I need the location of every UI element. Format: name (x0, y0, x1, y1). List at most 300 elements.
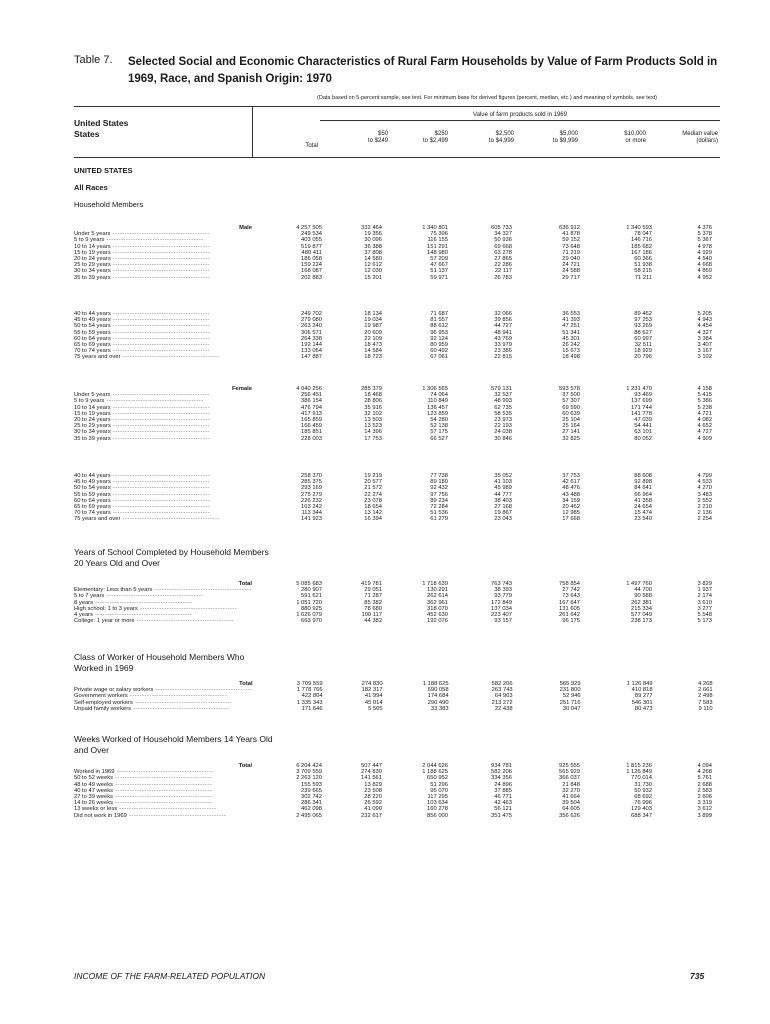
geography-label: United States States (74, 118, 129, 139)
cell-value: 23 386 (494, 348, 512, 355)
cell-value: 59 971 (430, 274, 448, 281)
cell-value: 97 253 (634, 317, 652, 324)
cell-value: 3 319 (697, 800, 712, 807)
data-table-group (74, 386, 712, 442)
cell-value: 306 571 (301, 329, 322, 336)
data-table-group (74, 473, 712, 523)
cell-value: 480 411 (301, 249, 322, 256)
cell-value: 226 232 (301, 497, 322, 504)
cell-value: 262 381 (631, 599, 652, 606)
cell-value: 48 941 (494, 329, 512, 336)
table-row (74, 275, 712, 281)
row-label: 65 to 69 years ---------------------------------------- (74, 342, 211, 349)
column-header: Median value (dollars) (682, 131, 718, 144)
cell-value: 192 076 (427, 618, 448, 625)
cell-value: 63 101 (634, 429, 652, 436)
cell-value: 2 210 (697, 504, 712, 511)
cell-value: 422 804 (301, 693, 323, 700)
cell-value: 1 340 801 (422, 225, 448, 231)
cell-value: 64 903 (494, 693, 513, 700)
cell-value: 93 157 (494, 618, 512, 625)
section-united-states: UNITED STATES (74, 166, 133, 175)
cell-value: 26 592 (364, 800, 382, 807)
cell-value: 39 504 (562, 800, 580, 807)
cell-value: 1 718 639 (422, 581, 448, 587)
row-label: 50 to 54 years ---------------------------------------- (74, 485, 211, 492)
row-label: High school: 1 to 3 years ---------------------------------------- (74, 605, 238, 612)
cell-value: 25 164 (562, 423, 580, 430)
cell-value: 23 540 (634, 516, 652, 523)
cell-value: 3 612 (697, 806, 712, 813)
cell-value: 34 159 (562, 497, 580, 504)
cell-value: 24 896 (494, 781, 512, 788)
row-label: 70 to 74 years ---------------------------------------- (74, 510, 211, 517)
cell-value: 34 327 (494, 231, 512, 238)
cell-value: 22 274 (364, 491, 382, 498)
cell-value: 71 219 (562, 249, 580, 256)
cell-value: 42 463 (494, 800, 512, 807)
cell-value: 1 340 593 (626, 225, 652, 231)
cell-value: 3 384 (697, 335, 712, 342)
cell-value: 66 527 (430, 435, 448, 442)
cell-value: 4 943 (697, 317, 712, 324)
cell-value: 688 347 (631, 812, 652, 819)
cell-value: 758 854 (559, 581, 580, 587)
cell-value: 770 014 (631, 775, 652, 782)
cell-value: 279 080 (301, 317, 322, 324)
row-label: 45 to 49 years ---------------------------------------- (74, 479, 211, 486)
cell-value: 137 034 (491, 605, 512, 612)
data-table-group (74, 581, 712, 624)
cell-value: 22 286 (494, 262, 512, 269)
cell-value: 4 978 (697, 243, 712, 250)
cell-value: 60 997 (634, 335, 652, 342)
cell-value: 171 646 (301, 705, 323, 712)
cell-value: 44 382 (364, 618, 382, 625)
row-label: 15 to 19 years ---------------------------------------- (74, 249, 211, 256)
cell-value: 21 848 (562, 781, 580, 788)
cell-value: 42 617 (562, 479, 580, 486)
row-label: Government workers ---------------------------------------- (74, 693, 228, 700)
cell-value: 28 806 (364, 398, 382, 405)
cell-value: 89 180 (430, 479, 448, 486)
cell-value: 32 066 (494, 311, 512, 317)
cell-value: 1 306 565 (422, 386, 448, 392)
cell-value: 59 152 (562, 237, 580, 244)
row-label: 50 to 54 years ---------------------------------------- (74, 323, 211, 330)
cell-value: 27 742 (562, 587, 580, 594)
cell-value: 280 907 (301, 587, 322, 594)
cell-value: 13 523 (364, 423, 382, 430)
cell-value: 26 242 (562, 342, 580, 349)
cell-value: 4 268 (697, 769, 712, 776)
cell-value: 1 778 766 (296, 687, 323, 694)
cell-value: 62 735 (494, 404, 512, 411)
cell-value: 163 242 (301, 504, 322, 511)
cell-value: 1 126 849 (626, 769, 652, 776)
cell-value: 19 987 (364, 323, 382, 330)
table-row (74, 516, 712, 522)
row-label: 48 to 49 weeks ---------------------------------------- (74, 781, 213, 788)
cell-value: 17 753 (364, 435, 382, 442)
cell-value: 293 169 (301, 485, 322, 492)
row-label: 27 to 39 weeks ---------------------------------------- (74, 794, 213, 801)
cell-value: 582 206 (491, 681, 513, 687)
cell-value: 275 279 (301, 491, 322, 498)
cell-value: 4 158 (697, 386, 712, 392)
cell-value: 24 588 (562, 268, 580, 275)
cell-value: 51 536 (430, 510, 448, 517)
data-table-group (74, 681, 713, 712)
cell-value: 37 808 (364, 249, 382, 256)
cell-value: 15 474 (634, 510, 652, 517)
row-label: 75 years and over ---------------------------------------- (74, 354, 220, 361)
cell-value: 58 215 (634, 268, 652, 275)
cell-value: 37 885 (494, 787, 512, 794)
cell-value: 334 356 (491, 775, 512, 782)
row-label: Private wage or salary workers ---------------------------------------- (74, 687, 253, 694)
cell-value: 133 064 (301, 348, 322, 355)
cell-value: 3 483 (697, 491, 712, 498)
row-label: 55 to 59 years ---------------------------------------- (74, 491, 211, 498)
cell-value: 41 393 (562, 317, 580, 324)
cell-value: 13 829 (364, 781, 382, 788)
cell-value: 593 578 (559, 386, 580, 392)
cell-value: 2 552 (697, 497, 712, 504)
cell-value: 228 003 (301, 435, 322, 442)
cell-value: 274 830 (361, 769, 382, 776)
column-header: Total (305, 143, 318, 149)
row-label: 40 to 44 years ---------------------------------------- (74, 473, 211, 479)
cell-value: 47 667 (430, 262, 448, 269)
cell-value: 51 938 (634, 262, 652, 269)
cell-value: 47 251 (562, 323, 580, 330)
cell-value: 5 238 (697, 404, 712, 411)
cell-value: 159 224 (301, 262, 322, 269)
row-label: 25 to 29 years ---------------------------------------- (74, 262, 211, 269)
row-label: 13 weeks or less ---------------------------------------- (74, 806, 217, 813)
cell-value: 50 936 (494, 237, 512, 244)
cell-value: 3 277 (697, 605, 712, 612)
table-row (74, 354, 712, 360)
cell-value: 24 654 (634, 504, 652, 511)
cell-value: 141 923 (301, 516, 322, 523)
cell-value: 12 030 (364, 268, 382, 275)
row-label: 5 to 9 years ---------------------------------------- (74, 398, 204, 405)
row-label: 20 to 24 years ---------------------------------------- (74, 256, 211, 263)
cell-value: 249 534 (301, 231, 322, 238)
cell-value: 6 204 424 (296, 763, 322, 769)
cell-value: 1 231 470 (626, 386, 652, 392)
cell-value: 80 473 (634, 705, 653, 712)
row-label: 60 to 64 years ---------------------------------------- (74, 497, 211, 504)
cell-value: 69 668 (494, 243, 512, 250)
row-label: Total (238, 581, 252, 587)
cell-value: 546 301 (631, 699, 653, 706)
cell-value: 27 141 (562, 429, 580, 436)
cell-value: 356 626 (559, 812, 580, 819)
cell-value: 1 626 079 (296, 612, 322, 619)
cell-value: 591 621 (301, 593, 322, 600)
cell-value: 84 641 (634, 485, 652, 492)
cell-value: 232 617 (361, 812, 382, 819)
cell-value: 123 859 (427, 410, 448, 417)
cell-value: 38 403 (494, 497, 512, 504)
row-label: College: 1 year or more ---------------------------------------- (74, 618, 234, 625)
cell-value: 14 580 (364, 256, 382, 263)
cell-value: 28 220 (364, 794, 382, 801)
cell-value: 60 492 (430, 348, 448, 355)
cell-value: 148 980 (427, 249, 448, 256)
cell-value: 417 913 (301, 410, 322, 417)
cell-value: 92 898 (634, 479, 652, 486)
cell-value: 18 654 (364, 504, 382, 511)
cell-value: 4 257 505 (296, 225, 322, 231)
cell-value: 37 753 (562, 473, 580, 479)
cell-value: 141 778 (631, 410, 652, 417)
cell-value: 31 730 (634, 781, 652, 788)
cell-value: 15 201 (364, 274, 382, 281)
cell-value: 1 188 625 (422, 769, 448, 776)
row-label: Worked in 1969 ---------------------------------------- (74, 769, 214, 776)
cell-value: 81 557 (430, 317, 448, 324)
row-label: 10 to 14 years ---------------------------------------- (74, 243, 211, 250)
table-title: Selected Social and Economic Characteristics of Rural Farm Households by Value of Farm Products Sold in 1969, Race, and Spanish Origin: 1970 (128, 56, 718, 85)
row-label: Unpaid family workers ---------------------------------------- (74, 705, 231, 712)
cell-value: 110 849 (427, 398, 448, 405)
row-label: 55 to 59 years ---------------------------------------- (74, 329, 211, 336)
cell-value: 1 497 760 (626, 581, 652, 587)
table-row (74, 618, 712, 624)
cell-value: 22 193 (494, 423, 512, 430)
cell-value: 96 175 (562, 618, 580, 625)
cell-value: 19 356 (364, 231, 382, 238)
cell-value: 41 994 (364, 693, 383, 700)
row-label: 45 to 49 years ---------------------------------------- (74, 317, 211, 324)
cell-value: 33 383 (430, 705, 449, 712)
cell-value: 24 038 (494, 429, 512, 436)
cell-value: 58 535 (494, 410, 512, 417)
cell-value: 4 327 (697, 329, 712, 336)
cell-value: 73 648 (562, 243, 580, 250)
cell-value: 89 462 (634, 311, 652, 317)
cell-value: 5 386 (697, 398, 712, 405)
cell-value: 4 540 (697, 256, 712, 263)
cell-value: 52 138 (430, 423, 448, 430)
cell-value: 20 577 (364, 479, 382, 486)
cell-value: 925 555 (559, 763, 580, 769)
cell-value: 332 464 (361, 225, 382, 231)
cell-value: 32 511 (634, 342, 652, 349)
row-label: 40 to 47 weeks ---------------------------------------- (74, 787, 213, 794)
cell-value: 45 301 (562, 335, 580, 342)
cell-value: 69 590 (562, 404, 580, 411)
stub-rule (252, 106, 253, 158)
cell-value: 32 825 (562, 435, 580, 442)
cell-value: 215 334 (631, 605, 652, 612)
cell-value: 650 952 (427, 775, 448, 782)
cell-value: 285 375 (301, 479, 322, 486)
cell-value: 43 488 (562, 491, 580, 498)
table-note: (Data based on 5-percent sample, see text. For minimum base for derived figures (percent, median, etc.) and meaning of symbols, see text) (317, 95, 657, 101)
cell-value: 2 495 065 (296, 812, 322, 819)
cell-value: 56 121 (494, 806, 512, 813)
column-header: $2,500 to $4,999 (488, 131, 514, 144)
cell-value: 66 964 (634, 491, 652, 498)
cell-value: 2 688 (697, 781, 712, 788)
row-label: Did not work in 1969 ---------------------------------------- (74, 812, 227, 819)
cell-value: 73 643 (562, 593, 580, 600)
cell-value: 213 272 (491, 699, 513, 706)
cell-value: 4 952 (697, 274, 712, 281)
cell-value: 5 173 (697, 618, 712, 625)
row-label: Total (238, 763, 252, 769)
cell-value: 32 102 (364, 410, 382, 417)
cell-value: 582 206 (491, 769, 512, 776)
cell-value: 19 034 (364, 317, 382, 324)
section-all-races: All Races (74, 183, 108, 192)
cell-value: 23 973 (494, 417, 512, 424)
cell-value: 88 608 (634, 473, 652, 479)
cell-value: 27 168 (494, 504, 512, 511)
cell-value: 318 070 (427, 605, 448, 612)
table-row (74, 813, 712, 819)
cell-value: 174 684 (427, 693, 449, 700)
cell-value: 182 317 (361, 687, 383, 694)
row-label: 40 to 44 years ---------------------------------------- (74, 311, 211, 317)
cell-value: 41 878 (562, 231, 580, 238)
cell-value: 2 583 (697, 787, 712, 794)
cell-value: 168 087 (301, 268, 322, 275)
row-label: 75 years and over ---------------------------------------- (74, 516, 220, 523)
cell-value: 185 682 (631, 243, 652, 250)
cell-value: 89 277 (634, 693, 653, 700)
cell-value: 26 783 (494, 274, 512, 281)
cell-value: 35 916 (364, 404, 382, 411)
cell-value: 41 103 (494, 479, 512, 486)
cell-value: 18 723 (364, 354, 382, 361)
section-household-members: Household Members (74, 200, 144, 209)
table-row (74, 706, 713, 712)
row-label: 60 to 64 years ---------------------------------------- (74, 335, 211, 342)
cell-value: 21 572 (364, 485, 382, 492)
cell-value: 167 186 (631, 249, 652, 256)
section-years-school: Years of School Completed by Household Members 20 Years Old and Over (74, 547, 269, 568)
cell-value: 507 447 (361, 763, 382, 769)
cell-value: 4 909 (697, 435, 712, 442)
cell-value: 22 438 (494, 705, 513, 712)
cell-value: 2 498 (698, 693, 713, 700)
cell-value: 4 082 (697, 417, 712, 424)
cell-value: 147 887 (301, 354, 322, 361)
cell-value: 4 652 (697, 423, 712, 430)
cell-value: 20 462 (562, 504, 580, 511)
cell-value: 2 044 626 (422, 763, 448, 769)
row-label: Elementary: Less than 5 years ---------------------------------------- (74, 587, 252, 594)
cell-value: 5 505 (368, 705, 383, 712)
cell-value: 13 503 (364, 417, 382, 424)
cell-value: 51 341 (562, 329, 580, 336)
cell-value: 43 769 (494, 335, 512, 342)
cell-value: 14 396 (364, 429, 382, 436)
cell-value: 80 052 (634, 435, 652, 442)
cell-value: 4 727 (697, 429, 712, 436)
cell-value: 5 761 (697, 775, 712, 782)
cell-value: 5 085 683 (296, 581, 322, 587)
cell-value: 44 727 (494, 323, 512, 330)
cell-value: 565 929 (559, 681, 581, 687)
cell-value: 113 344 (301, 510, 322, 517)
cell-value: 2 263 120 (296, 775, 322, 782)
cell-value: 88 612 (430, 323, 448, 330)
cell-value: 18 468 (364, 392, 382, 399)
cell-value: 1 051 720 (296, 599, 322, 606)
cell-value: 256 451 (301, 392, 322, 399)
cell-value: 3 610 (697, 599, 712, 606)
row-label: 5 to 9 years ---------------------------------------- (74, 237, 204, 244)
cell-value: 15 673 (562, 348, 580, 355)
cell-value: 5 367 (697, 237, 712, 244)
row-label: 65 to 69 years ---------------------------------------- (74, 504, 211, 511)
cell-value: 4 533 (697, 479, 712, 486)
column-header: $250 to $2,499 (422, 131, 448, 144)
top-rule (74, 106, 720, 107)
cell-value: 9 110 (698, 705, 713, 712)
cell-value: 251 716 (559, 699, 581, 706)
cell-value: 18 498 (562, 354, 580, 361)
cell-value: 61 279 (430, 516, 448, 523)
cell-value: 934 781 (491, 763, 512, 769)
cell-value: 18 134 (364, 311, 382, 317)
cell-value: 258 370 (301, 473, 322, 479)
cell-value: 93 469 (634, 392, 652, 399)
cell-value: 36 388 (364, 243, 382, 250)
cell-value: 2 174 (697, 593, 712, 600)
cell-value: 4 799 (697, 473, 712, 479)
cell-value: 29 040 (562, 256, 580, 263)
cell-value: 32 270 (562, 787, 580, 794)
cell-value: 57 209 (430, 256, 448, 263)
cell-value: 76 996 (634, 800, 652, 807)
cell-value: 117 295 (427, 794, 448, 801)
cell-value: 577 049 (631, 612, 652, 619)
row-label: Female (232, 386, 252, 392)
cell-value: 263 240 (301, 323, 322, 330)
cell-value: 54 441 (634, 423, 652, 430)
cell-value: 60 639 (562, 410, 580, 417)
cell-value: 71 211 (634, 274, 652, 281)
cell-value: 136 457 (427, 404, 448, 411)
value-header: Value of farm products sold in 1969 (473, 112, 567, 118)
cell-value: 23 043 (494, 516, 512, 523)
cell-value: 130 291 (427, 587, 448, 594)
cell-value: 48 476 (562, 485, 580, 492)
cell-value: 44 777 (494, 491, 512, 498)
column-header: $10,000 or more (624, 131, 646, 144)
cell-value: 690 058 (427, 687, 449, 694)
cell-value: 22 815 (494, 354, 512, 361)
cell-value: 3 829 (697, 581, 712, 587)
cell-value: 5 205 (697, 311, 712, 317)
cell-value: 7 583 (698, 699, 713, 706)
cell-value: 18 473 (364, 342, 382, 349)
data-table-group (74, 311, 712, 361)
cell-value: 151 291 (427, 243, 448, 250)
cell-value: 20 796 (634, 354, 652, 361)
cell-value: 20 609 (364, 329, 382, 336)
row-label: 4 years ---------------------------------------- (74, 612, 193, 619)
cell-value: 565 929 (559, 769, 580, 776)
